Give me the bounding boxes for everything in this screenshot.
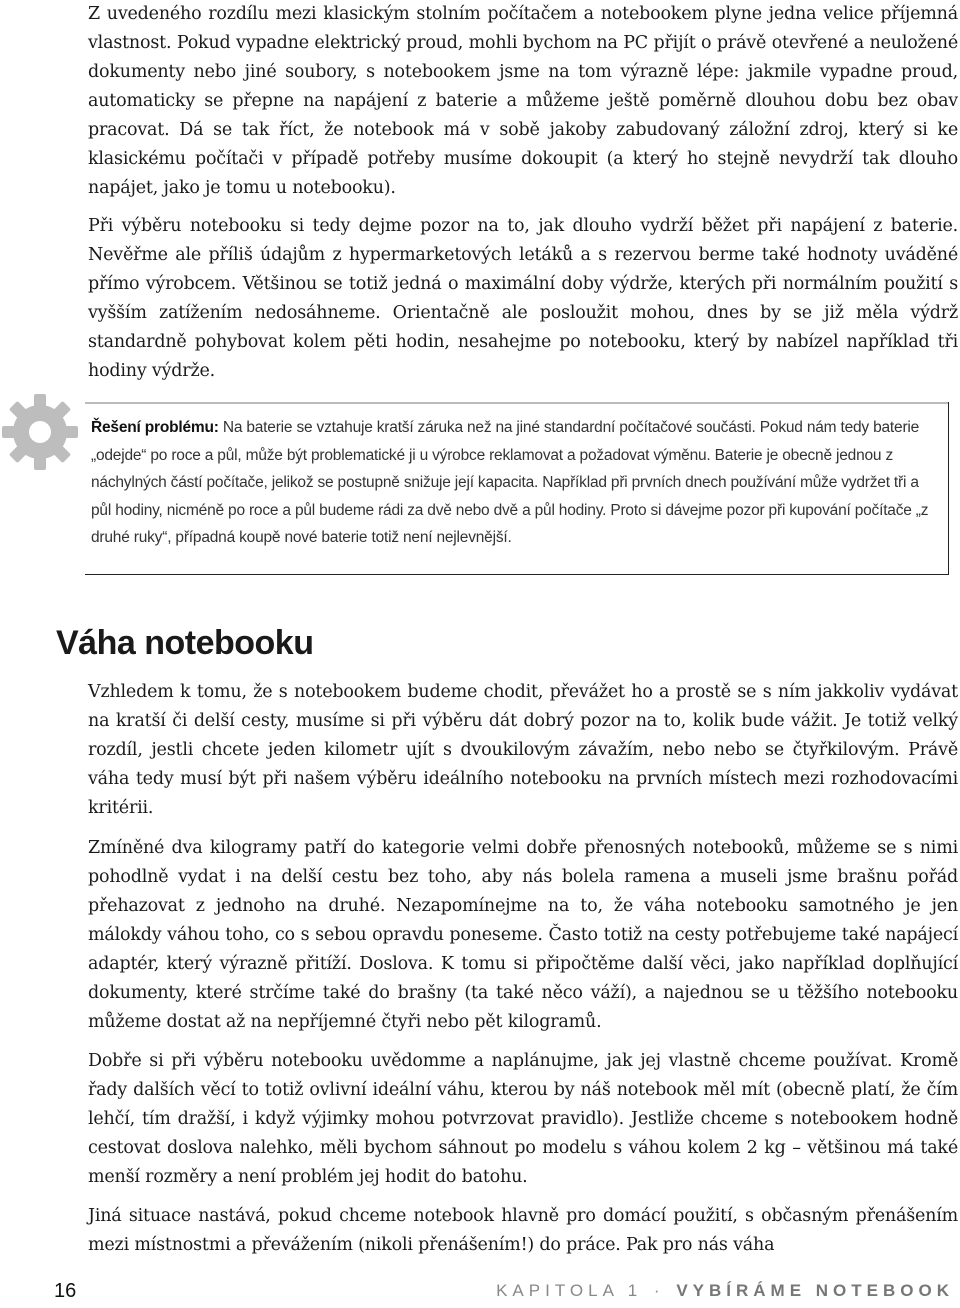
page-number: 16 — [54, 1280, 77, 1302]
chapter-title: VYBÍRÁME NOTEBOOK — [676, 1281, 954, 1300]
footer-separator: · — [653, 1281, 665, 1300]
section-heading: Váha notebooku — [56, 624, 314, 662]
gear-icon — [0, 392, 80, 472]
body-paragraph: Zmíněné dva kilogramy patří do kategorie velmi dobře přenosných notebooků, můžeme se s nimi pohodlně vydat i na delší cestu bez toho, aby nás bolela ramena a museli jsme brašnu pořád přehazovat z jednoho na druhé. Nezapomínejme na to, že váha notebooku samotného je jen málokdy váhou toho, co s sebou opravdu poneseme. Často totiž na cesty potřebujeme také napájecí adaptér, který výrazně přitíží. Doslova. K tomu si připočtěme další věci, jako například doplňující dokumenty, které strčíme také do brašny (ta také něco váží), a najednou se u těžšího notebooku můžeme dostat až na nepříjemné čtyři nebo pět kilogramů. — [88, 838, 958, 1032]
body-paragraph: Z uvedeného rozdílu mezi klasickým stolním počítačem a notebookem plyne jedna velice příjemná vlastnost. Pokud vypadne elektrický proud, mohli bychom na PC přijít o právě otevřené a neuložené dokumenty nebo jiné soubory, s notebookem jsme na tom výrazně lépe: jakmile vypadne proud, automaticky se přepne na napájení z baterie a můžeme ještě poměrně dlouhou dobu bez obav pracovat. Dá se tak říct, že notebook má v sobě jakoby zabudovaný záložní zdroj, který si ke klasickému počítači v případě potřeby musíme dokoupit (a který ho stejně nevydrží tak dlouho napájet, jako je tomu u notebooku). — [88, 4, 958, 198]
chapter-label: KAPITOLA 1 — [496, 1281, 643, 1300]
body-paragraph: Jiná situace nastává, pokud chceme notebook hlavně pro domácí použití, s občasným přenášením mezi místnostmi a převážením (nikoli přenášením!) do práce. Pak pro nás váha — [88, 1206, 958, 1255]
running-footer — [496, 1281, 954, 1301]
tip-label: Řešení problému: — [91, 419, 219, 436]
body-paragraph: Při výběru notebooku si tedy dejme pozor na to, jak dlouho vydrží běžet při napájení z baterie. Nevěřme ale příliš údajům z hypermarketových letáků a s rezervou berme také hodnoty uváděné přímo výrobcem. Většinou se totiž jedná o maximální doby výdrže, kterých při normálním použití s vyšším zatížením nedosáhneme. Orientačně ale posloužit mohou, dnes by se již měla výdrž standardně pohybovat kolem pěti hodin, nesahejme po notebooku, který by nabízel například tři hodiny výdrže. — [88, 216, 958, 381]
tip-text — [91, 414, 941, 552]
body-paragraph: Dobře si při výběru notebooku uvědomme a naplánujme, jak jej vlastně chceme používat. Kromě řady dalších věcí to totiž ovlivní ideální váhu, kterou by náš notebook měl mít (obecně platí, že čím lehčí, tím dražší, i když výjimky mohou potvrzovat pravidlo). Jestliže chceme s notebookem hodně cestovat doslova nalehko, měli bychom sáhnout po modelu s váhou kolem 2 kg – většinou má také menší rozměry a není problém jej hodit do batohu. — [88, 1051, 958, 1187]
body-paragraph: Vzhledem k tomu, že s notebookem budeme chodit, převážet ho a prostě se s ním jakkoliv vydávat na kratší či delší cesty, musíme si při výběru dát dobrý pozor na to, kolik bude vážit. Je totiž velký rozdíl, jestli chcete jeden kilometr ujít s dvoukilovým závažím, nebo nebo se čtyřkilovým. Právě váha tedy musí být při našem výběru ideálního notebooku na prvních místech mezi rozhodovacími kritérii. — [88, 682, 958, 818]
tip-body: Na baterie se vztahuje kratší záruka než na jiné standardní počítačové součásti. Pokud nám tedy baterie „odejde“ po roce a půl, může být problematické ji u výrobce reklamovat a požadovat výměnu. Baterie je obecně jednou z náchylných částí počítače, jelikož se postupně snižuje její kapacita. Například při prvních dnech používání může vydržet tři a půl hodiny, nicméně po roce a půl budeme rádi za dvě nebo dvě a půl hodiny. Proto si dávejme pozor při kupování počítače „z druhé ruky“, případná koupě nové baterie totiž není nejlevnější. — [91, 419, 929, 546]
